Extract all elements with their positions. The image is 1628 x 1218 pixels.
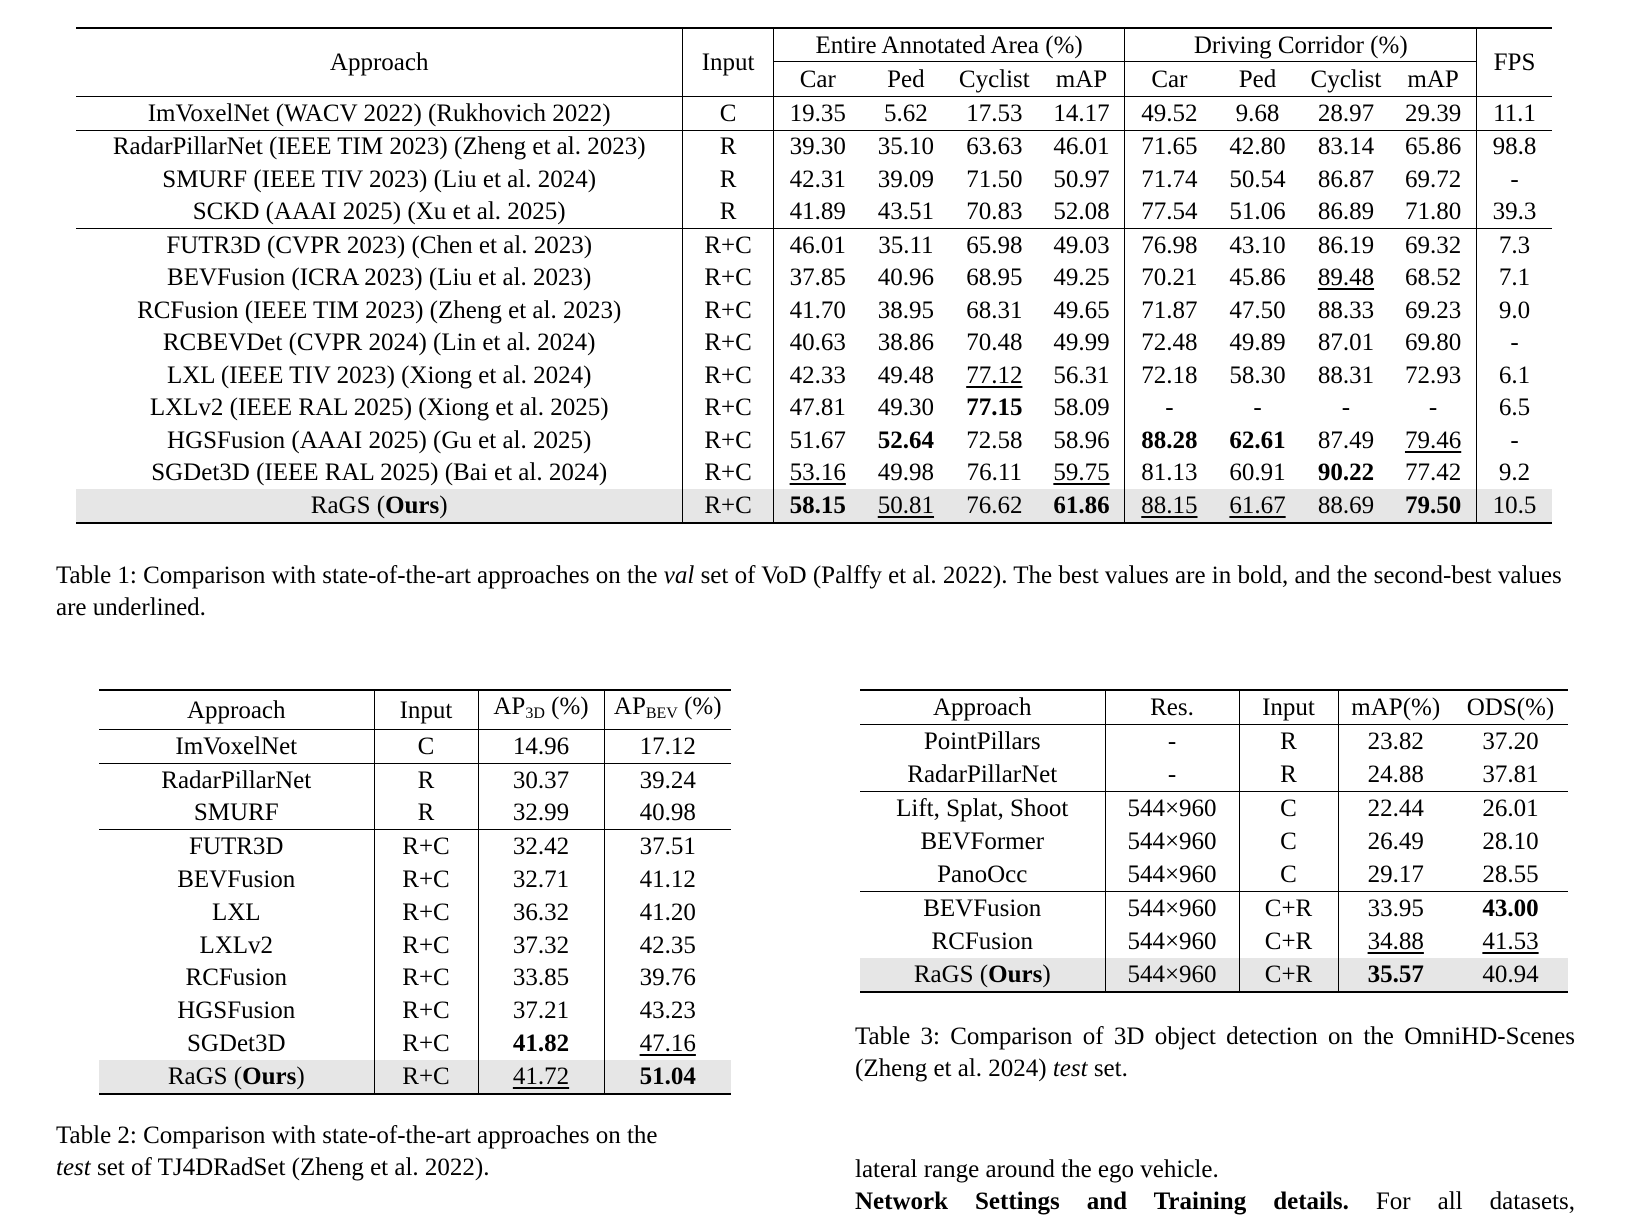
header-fps: FPS: [1477, 28, 1552, 97]
input-cell: R+C: [374, 863, 478, 896]
ods-cell: 26.01: [1453, 792, 1568, 826]
value-cell: 60.91: [1229, 459, 1286, 487]
table-row: [99, 730, 731, 764]
apbev-cell: 39.24: [604, 763, 731, 796]
value-cell: 83.14: [1302, 130, 1390, 163]
fps-cell: 6.1: [1498, 361, 1531, 389]
header-sub: Ped: [1213, 62, 1301, 97]
approach-cell: PointPillars: [860, 725, 1105, 759]
value-cell: 68.95: [966, 264, 1023, 292]
value-cell: 88.69: [1302, 489, 1390, 523]
header-sub: mAP: [1039, 62, 1125, 97]
value-cell: 41.89: [789, 198, 846, 226]
apbev-cell: 47.16: [639, 1030, 696, 1058]
table-1: [76, 27, 1552, 524]
apbev-cell: 43.23: [639, 997, 696, 1025]
input-cell: C+R: [1239, 925, 1338, 958]
value-cell: 37.85: [789, 264, 846, 292]
value-cell: 69.32: [1390, 229, 1476, 262]
approach-cell: LXLv2 (IEEE RAL 2025) (Xiong et al. 2025): [76, 392, 683, 425]
value-cell: -: [1390, 392, 1476, 425]
input-cell: C: [374, 730, 478, 764]
ods-cell: 41.53: [1482, 928, 1539, 955]
res-cell: 544×960: [1105, 925, 1239, 958]
value-cell: 77.12: [966, 361, 1023, 389]
fps-cell: -: [1510, 165, 1519, 193]
approach-cell: BEVFusion (ICRA 2023) (Liu et al. 2023): [76, 262, 683, 295]
ods-cell: 40.94: [1453, 958, 1568, 992]
table-row: [860, 858, 1568, 892]
value-cell: 45.86: [1229, 264, 1286, 292]
table-row: [76, 327, 1552, 360]
value-cell: 61.67: [1213, 489, 1301, 523]
input-cell: R+C: [374, 1027, 478, 1060]
approach-cell: SGDet3D (IEEE RAL 2025) (Bai et al. 2024): [76, 457, 683, 490]
input-cell: R+C: [683, 489, 773, 523]
input-cell: R: [683, 196, 773, 229]
fps-cell: -: [1510, 329, 1519, 357]
value-cell: 29.39: [1390, 97, 1476, 131]
value-cell: 58.15: [773, 489, 861, 523]
input-cell: R+C: [683, 327, 773, 360]
header-map: mAP(%): [1338, 690, 1453, 725]
table-2-body: [99, 730, 731, 1094]
table-row: [76, 489, 1552, 523]
value-cell: 49.89: [1229, 329, 1286, 357]
res-cell: 544×960: [1105, 792, 1239, 826]
approach-cell: ImVoxelNet (WACV 2022) (Rukhovich 2022): [76, 97, 683, 131]
value-cell: 81.13: [1141, 459, 1198, 487]
table-row: [99, 929, 731, 962]
ods-cell: 43.00: [1453, 892, 1568, 926]
value-cell: 49.52: [1141, 99, 1198, 127]
ap3d-cell: 30.37: [478, 763, 604, 796]
value-cell: 89.48: [1317, 264, 1375, 292]
body-line-2: Network Settings and Training details. For all datasets,: [855, 1188, 1575, 1215]
body-line-1: lateral range around the ego vehicle.: [855, 1156, 1219, 1183]
approach-cell: LXL: [99, 896, 374, 929]
ods-cell: 28.10: [1482, 828, 1539, 855]
apbev-cell: 51.04: [604, 1060, 731, 1094]
approach-cell: ImVoxelNet: [99, 730, 374, 764]
value-cell: 38.95: [877, 296, 935, 324]
map-cell: 22.44: [1338, 792, 1453, 826]
value-cell: 69.72: [1390, 163, 1476, 196]
value-cell: 50.97: [1039, 163, 1125, 196]
approach-cell: RadarPillarNet: [860, 758, 1105, 792]
ap3d-cell: 37.32: [478, 929, 604, 962]
approach-cell: RaGS (Ours): [860, 958, 1105, 992]
header-sub: Cyclist: [1302, 62, 1390, 97]
approach-cell: BEVFusion: [99, 863, 374, 896]
value-cell: 72.18: [1141, 361, 1198, 389]
approach-cell: LXLv2: [99, 929, 374, 962]
value-cell: 88.31: [1317, 361, 1375, 389]
input-cell: C: [683, 97, 773, 131]
value-cell: 86.87: [1317, 165, 1375, 193]
input-cell: R+C: [374, 1060, 478, 1094]
header-ap3d: $AP_{3D}$ (%): [478, 690, 604, 730]
ap3d-cell: 41.82: [478, 1027, 604, 1060]
fps-cell: 7.3: [1477, 229, 1552, 262]
map-cell: 33.95: [1338, 892, 1453, 926]
approach-cell: RCFusion: [860, 925, 1105, 958]
input-cell: C+R: [1239, 958, 1338, 992]
table-row: [99, 994, 731, 1027]
value-cell: 76.11: [966, 459, 1022, 487]
value-cell: 42.33: [789, 361, 846, 389]
value-cell: 40.96: [877, 264, 935, 292]
value-cell: 47.50: [1229, 296, 1286, 324]
fps-cell: 9.2: [1498, 459, 1531, 487]
table-row: [99, 763, 731, 796]
fps-cell: 6.5: [1498, 394, 1531, 422]
fps-cell: 9.0: [1498, 296, 1531, 324]
input-cell: C: [1239, 825, 1338, 858]
header-input: Input: [1239, 690, 1338, 725]
map-cell: 34.88: [1367, 928, 1424, 955]
value-cell: 52.08: [1039, 196, 1125, 229]
value-cell: -: [1165, 394, 1174, 422]
input-cell: R: [683, 130, 773, 163]
ods-cell: 37.81: [1482, 761, 1539, 788]
input-cell: C: [1239, 792, 1338, 826]
input-cell: R+C: [683, 359, 773, 392]
ap3d-cell: 14.96: [478, 730, 604, 764]
header-sub: Car: [1125, 62, 1213, 97]
value-cell: 70.48: [966, 329, 1023, 357]
table-row: [860, 825, 1568, 858]
table-row: [99, 896, 731, 929]
input-cell: R+C: [683, 294, 773, 327]
value-cell: 76.98: [1125, 229, 1213, 262]
value-cell: 50.54: [1229, 165, 1286, 193]
header-input: Input: [374, 690, 478, 730]
input-cell: R+C: [374, 929, 478, 962]
value-cell: 58.09: [1039, 392, 1125, 425]
approach-cell: FUTR3D: [99, 830, 374, 863]
header-entire-annotated-area: Entire Annotated Area (%): [773, 28, 1125, 62]
value-cell: 9.68: [1235, 99, 1280, 127]
input-cell: R+C: [683, 229, 773, 262]
table-3: [860, 689, 1568, 993]
table-row: [860, 925, 1568, 958]
value-cell: 68.52: [1390, 262, 1476, 295]
approach-cell: SCKD (AAAI 2025) (Xu et al. 2025): [76, 196, 683, 229]
table-row: [76, 359, 1552, 392]
value-cell: 61.86: [1039, 489, 1125, 523]
value-cell: 19.35: [789, 99, 846, 127]
header-sub: Ped: [862, 62, 950, 97]
input-cell: R: [683, 163, 773, 196]
value-cell: 43.10: [1213, 229, 1301, 262]
value-cell: 88.28: [1141, 426, 1198, 454]
ap3d-cell: 37.21: [478, 994, 604, 1027]
value-cell: 14.17: [1039, 97, 1125, 131]
value-cell: 87.01: [1317, 329, 1375, 357]
map-cell: 26.49: [1367, 828, 1424, 855]
body-text: [855, 1154, 1575, 1218]
input-cell: C+R: [1239, 892, 1338, 926]
table-2-caption: Table 2: Comparison with state-of-the-art approaches on the test set of TJ4DRadSet (Zheng et al. 2022).: [56, 1122, 658, 1181]
res-cell: 544×960: [1105, 858, 1239, 892]
value-cell: 5.62: [884, 99, 928, 127]
value-cell: 53.16: [789, 459, 846, 487]
map-cell: 29.17: [1367, 861, 1424, 888]
input-cell: R+C: [683, 424, 773, 457]
ap3d-cell: 41.72: [478, 1060, 604, 1094]
value-cell: 49.99: [1039, 327, 1125, 360]
input-cell: R: [374, 763, 478, 796]
value-cell: 62.61: [1229, 426, 1286, 454]
approach-cell: RCFusion (IEEE TIM 2023) (Zheng et al. 2023): [76, 294, 683, 327]
value-cell: 72.58: [966, 426, 1023, 454]
value-cell: 65.86: [1390, 130, 1476, 163]
map-cell: 35.57: [1338, 958, 1453, 992]
approach-cell: SMURF (IEEE TIV 2023) (Liu et al. 2024): [76, 163, 683, 196]
value-cell: 71.80: [1390, 196, 1476, 229]
apbev-cell: 39.76: [639, 964, 696, 992]
value-cell: 72.48: [1141, 329, 1198, 357]
input-cell: R+C: [374, 830, 478, 863]
value-cell: 28.97: [1317, 99, 1375, 127]
value-cell: 87.49: [1317, 426, 1375, 454]
table-row: [76, 196, 1552, 229]
value-cell: -: [1253, 394, 1262, 422]
table-row: [76, 130, 1552, 163]
value-cell: 68.31: [966, 296, 1023, 324]
input-cell: R+C: [683, 262, 773, 295]
table-row: [99, 962, 731, 995]
value-cell: 49.65: [1039, 294, 1125, 327]
ap3d-cell: 32.42: [478, 830, 604, 863]
value-cell: 17.53: [966, 99, 1023, 127]
table-1-caption: Table 1: Comparison with state-of-the-art approaches on the val set of VoD (Palffy et al. 2022). The best values are in bold, and the second-best values are underlined.: [56, 562, 1562, 621]
value-cell: 59.75: [1039, 457, 1125, 490]
value-cell: 58.30: [1229, 361, 1286, 389]
value-cell: 49.98: [877, 459, 935, 487]
table-row: [99, 797, 731, 830]
value-cell: 41.70: [789, 296, 846, 324]
value-cell: 77.15: [966, 394, 1023, 422]
value-cell: 79.46: [1390, 424, 1476, 457]
value-cell: 49.48: [877, 361, 935, 389]
value-cell: 50.81: [862, 489, 950, 523]
value-cell: 76.62: [950, 489, 1038, 523]
apbev-cell: 17.12: [639, 732, 696, 760]
header-driving-corridor: Driving Corridor (%): [1125, 28, 1477, 62]
ap3d-cell: 33.85: [478, 962, 604, 995]
table-1-body: [76, 97, 1552, 523]
value-cell: 47.81: [789, 394, 846, 422]
value-cell: 69.23: [1390, 294, 1476, 327]
value-cell: 49.25: [1039, 262, 1125, 295]
table-row: [76, 97, 1552, 131]
input-cell: R+C: [683, 392, 773, 425]
value-cell: 70.21: [1141, 264, 1198, 292]
value-cell: 69.80: [1390, 327, 1476, 360]
table-row: [99, 863, 731, 896]
ods-cell: 37.20: [1482, 728, 1539, 755]
fps-cell: 39.3: [1492, 198, 1537, 226]
value-cell: 39.30: [773, 130, 861, 163]
value-cell: 35.11: [862, 229, 950, 262]
map-cell: 23.82: [1367, 728, 1424, 755]
input-cell: R+C: [374, 994, 478, 1027]
value-cell: 72.93: [1390, 359, 1476, 392]
table-row: [860, 792, 1568, 826]
value-cell: 42.31: [789, 165, 846, 193]
approach-cell: HGSFusion: [99, 994, 374, 1027]
approach-cell: RadarPillarNet (IEEE TIM 2023) (Zheng et al. 2023): [76, 130, 683, 163]
input-cell: R: [374, 797, 478, 830]
value-cell: 88.15: [1125, 489, 1213, 523]
approach-cell: RCFusion: [99, 962, 374, 995]
value-cell: 40.63: [789, 329, 846, 357]
value-cell: 52.64: [877, 426, 935, 454]
approach-cell: BEVFusion: [860, 892, 1105, 926]
ap3d-cell: 36.32: [478, 896, 604, 929]
table-row: [99, 830, 731, 863]
value-cell: 63.63: [950, 130, 1038, 163]
value-cell: 42.80: [1213, 130, 1301, 163]
value-cell: 77.54: [1141, 198, 1198, 226]
approach-cell: LXL (IEEE TIV 2023) (Xiong et al. 2024): [76, 359, 683, 392]
approach-cell: PanoOcc: [860, 858, 1105, 892]
table-3-caption: Table 3: Comparison of 3D object detection on the OmniHD-Scenes (Zheng et al. 2024) test set.: [855, 1023, 1575, 1082]
value-cell: 43.51: [877, 198, 935, 226]
table-row: [76, 294, 1552, 327]
approach-cell: BEVFormer: [860, 825, 1105, 858]
header-input: Input: [683, 28, 773, 97]
input-cell: R: [1239, 725, 1338, 759]
input-cell: R: [1239, 758, 1338, 792]
header-approach: Approach: [76, 28, 683, 97]
res-cell: 544×960: [1105, 825, 1239, 858]
value-cell: -: [1341, 394, 1351, 422]
value-cell: 49.30: [877, 394, 935, 422]
value-cell: 38.86: [877, 329, 935, 357]
value-cell: 58.96: [1039, 424, 1125, 457]
header-sub: Cyclist: [950, 62, 1038, 97]
value-cell: 65.98: [950, 229, 1038, 262]
apbev-cell: 42.35: [639, 931, 696, 959]
ods-cell: 28.55: [1482, 861, 1539, 888]
table-3-body: [860, 725, 1568, 993]
fps-cell: -: [1510, 426, 1519, 454]
value-cell: 56.31: [1039, 359, 1125, 392]
value-cell: 35.10: [862, 130, 950, 163]
value-cell: 77.42: [1390, 457, 1476, 490]
apbev-cell: 41.12: [639, 866, 696, 894]
header-apbev: $AP_{BEV}$ (%): [604, 690, 731, 730]
input-cell: R+C: [374, 962, 478, 995]
approach-cell: SMURF: [99, 797, 374, 830]
value-cell: 51.06: [1229, 198, 1286, 226]
input-cell: R+C: [374, 896, 478, 929]
value-cell: 39.09: [877, 165, 935, 193]
table-row: [76, 229, 1552, 262]
res-cell: -: [1105, 725, 1239, 759]
res-cell: 544×960: [1105, 892, 1239, 926]
value-cell: 70.83: [966, 198, 1023, 226]
table-row: [99, 1060, 731, 1094]
value-cell: 79.50: [1390, 489, 1476, 523]
apbev-cell: 37.51: [604, 830, 731, 863]
value-cell: 88.33: [1317, 296, 1375, 324]
fps-cell: 98.8: [1477, 130, 1552, 163]
value-cell: 71.50: [966, 165, 1023, 193]
approach-cell: HGSFusion (AAAI 2025) (Gu et al. 2025): [76, 424, 683, 457]
res-cell: -: [1105, 758, 1239, 792]
table-row: [76, 392, 1552, 425]
value-cell: 46.01: [1039, 130, 1125, 163]
table-row: [76, 424, 1552, 457]
res-cell: 544×960: [1105, 958, 1239, 992]
value-cell: 71.74: [1141, 165, 1198, 193]
header-res: Res.: [1105, 690, 1239, 725]
header-approach: Approach: [860, 690, 1105, 725]
value-cell: 46.01: [773, 229, 861, 262]
table-row: [99, 1027, 731, 1060]
approach-cell: SGDet3D: [99, 1027, 374, 1060]
value-cell: 86.19: [1302, 229, 1390, 262]
value-cell: 90.22: [1317, 459, 1375, 487]
header-approach: Approach: [99, 690, 374, 730]
header-ods: ODS(%): [1453, 690, 1568, 725]
table-row: [860, 758, 1568, 792]
ap3d-cell: 32.99: [478, 797, 604, 830]
apbev-cell: 41.20: [639, 898, 696, 926]
value-cell: 51.67: [789, 426, 846, 454]
value-cell: 71.65: [1125, 130, 1213, 163]
fps-cell: 10.5: [1477, 489, 1552, 523]
approach-cell: RaGS (Ours): [99, 1060, 374, 1094]
table-row: [860, 725, 1568, 759]
table-row: [76, 457, 1552, 490]
value-cell: 86.89: [1317, 198, 1375, 226]
map-cell: 24.88: [1367, 761, 1424, 788]
fps-cell: 11.1: [1493, 99, 1536, 127]
table-row: [860, 958, 1568, 992]
value-cell: 71.87: [1141, 296, 1198, 324]
header-sub: mAP: [1390, 62, 1476, 97]
apbev-cell: 40.98: [639, 799, 696, 827]
approach-cell: FUTR3D (CVPR 2023) (Chen et al. 2023): [76, 229, 683, 262]
approach-cell: RCBEVDet (CVPR 2024) (Lin et al. 2024): [76, 327, 683, 360]
header-sub: Car: [773, 62, 861, 97]
value-cell: 49.03: [1039, 229, 1125, 262]
fps-cell: 7.1: [1498, 264, 1531, 292]
approach-cell: RadarPillarNet: [99, 763, 374, 796]
approach-cell: RaGS (Ours): [76, 489, 683, 523]
table-row: [76, 163, 1552, 196]
table-row: [76, 262, 1552, 295]
table-2: [99, 689, 731, 1095]
input-cell: R+C: [683, 457, 773, 490]
approach-cell: Lift, Splat, Shoot: [860, 792, 1105, 826]
ap3d-cell: 32.71: [478, 863, 604, 896]
input-cell: C: [1239, 858, 1338, 892]
table-row: [860, 892, 1568, 926]
